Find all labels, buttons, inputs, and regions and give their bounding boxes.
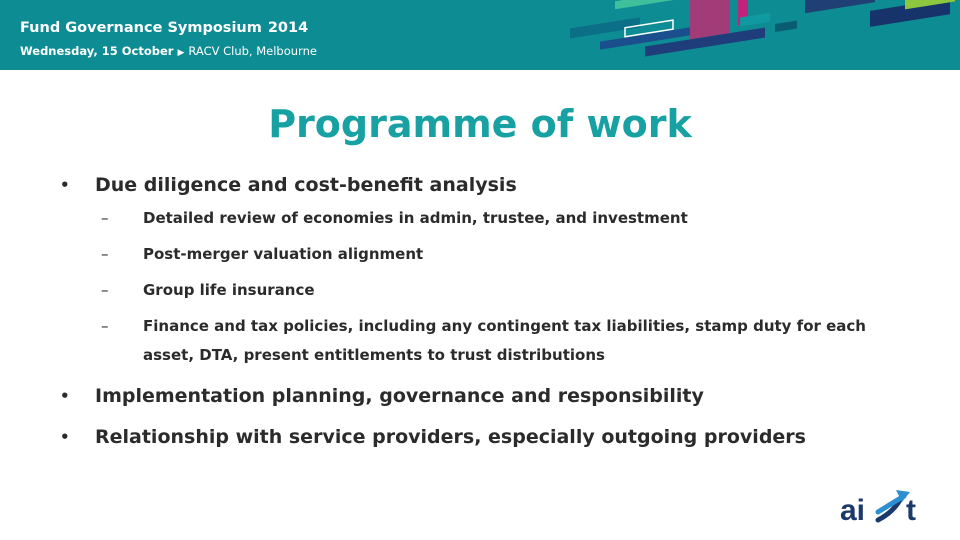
aist-logo-icon <box>838 486 930 526</box>
event-date: Wednesday, 15 October <box>20 44 174 58</box>
decorative-stripes <box>560 0 960 70</box>
bullet-text: Relationship with service providers, especially outgoing providers <box>95 426 806 448</box>
sub-bullet-marker: – <box>101 209 109 227</box>
bullet-marker: • <box>60 387 70 405</box>
bullet-item <box>60 381 920 411</box>
svg-text:ai: ai <box>840 494 866 526</box>
bullet-text: Implementation planning, governance and responsibility <box>95 385 704 407</box>
sub-bullet-text: Finance and tax policies, including any contingent tax liabilities, stamp duty for each asset, DTA, present entitlements to trust distributions <box>143 317 866 364</box>
event-year: 2014 <box>267 20 309 36</box>
event-title-text: Fund Governance Symposium <box>20 20 262 36</box>
sub-bullet-item <box>101 276 920 304</box>
sub-bullet-marker: – <box>101 245 109 263</box>
bullet-item <box>60 422 920 452</box>
event-title <box>20 19 308 37</box>
bullet-item <box>60 170 920 370</box>
slide-title: Programme of work <box>268 102 692 146</box>
svg-text:t: t <box>906 494 916 526</box>
event-venue: RACV Club, Melbourne <box>188 44 317 58</box>
sub-bullet-text: Group life insurance <box>143 281 315 299</box>
sub-bullet-item <box>101 312 920 370</box>
bullet-marker: • <box>60 428 70 446</box>
sub-bullet-text: Post-merger valuation alignment <box>143 245 424 263</box>
event-banner <box>0 0 960 70</box>
bullet-text: Due diligence and cost-benefit analysis <box>95 174 517 196</box>
sub-bullet-marker: – <box>101 281 109 299</box>
sub-bullet-item <box>101 240 920 268</box>
arrow-right-icon: ▶ <box>177 48 185 58</box>
sub-bullet-text: Detailed review of economies in admin, trustee, and investment <box>143 209 688 227</box>
bullet-marker: • <box>60 176 70 194</box>
event-details <box>20 44 317 60</box>
sub-bullet-marker: – <box>101 317 109 335</box>
sub-bullet-item <box>101 204 920 232</box>
bullet-list <box>60 170 920 452</box>
sub-bullet-list <box>95 204 920 370</box>
